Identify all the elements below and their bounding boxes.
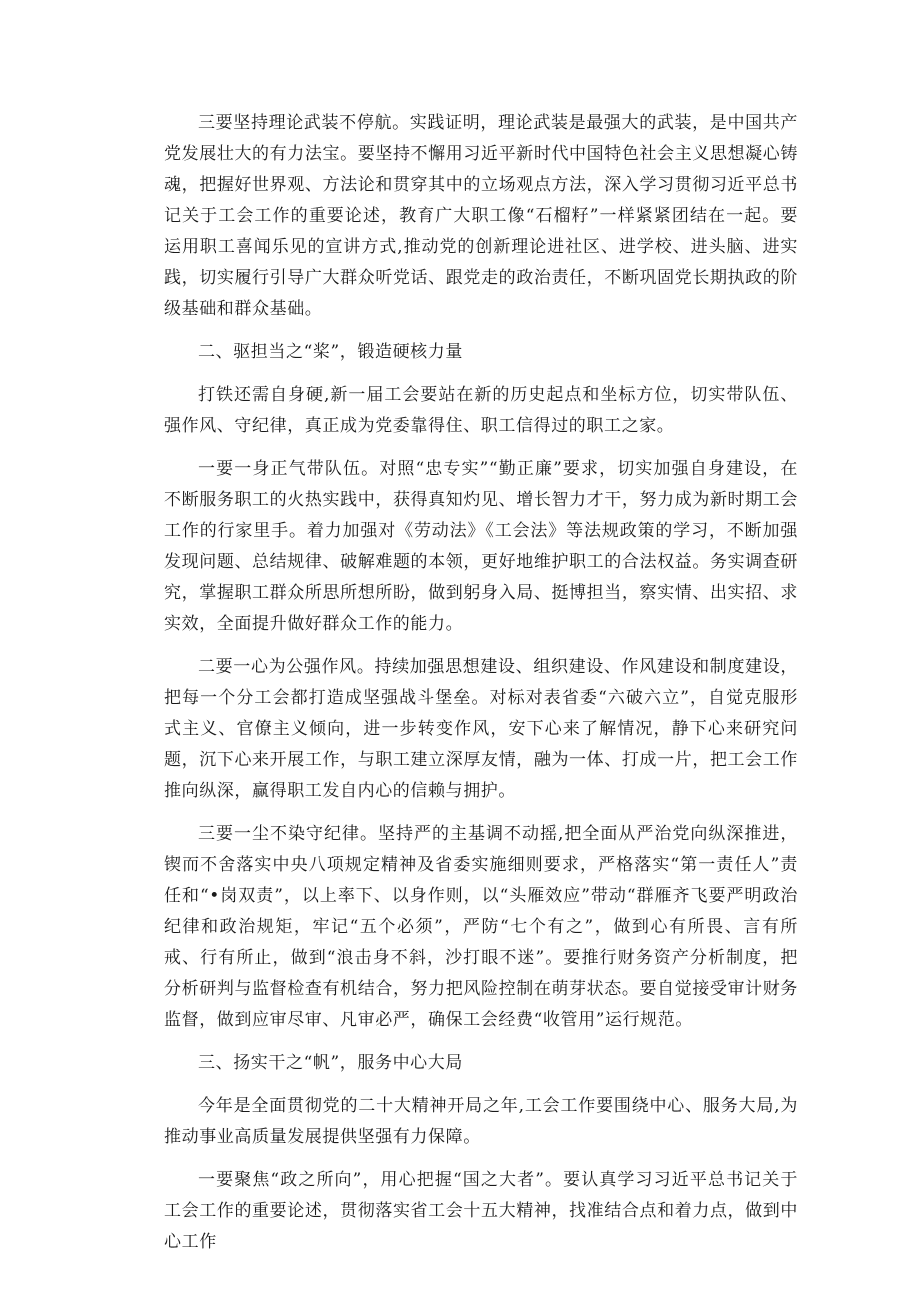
- paragraph: 打铁还需自身硬,新一届工会要站在新的历史起点和坐标方位，切实带队伍、强作风、守纪律，真正成为党委靠得住、职工信得过的职工之家。: [164, 385, 798, 436]
- paragraph: 今年是全面贯彻党的二十大精神开局之年,工会工作要围绕中心、服务大局,为推动事业高质量发展提供坚强有力保障。: [164, 1096, 798, 1147]
- paragraph: 一要一身正气带队伍。对照“忠专实”“勤正廉”要求，切实加强自身建设，在不断服务职工的火热实践中，获得真知灼见、增长智力才干，努力成为新时期工会工作的行家里手。着力加强对《劳动法》《工会法》等法规政策的学习，不断加强发现问题、总结规律、破解难题的本领，更好地维护职工的合法权益。务实调查研究，掌握职工群众所思所想所盼，做到躬身入局、挺博担当，察实情、出实招、求实效，全面提升做好群众工作的能力。: [164, 459, 798, 634]
- section-heading: 二、驱担当之“桨”，锻造硬核力量: [198, 342, 463, 362]
- paragraph: 二要一心为公强作风。持续加强思想建设、组织建设、作风建设和制度建设，把每一个分工会都打造成坚强战斗堡垒。对标对表省委“六破六立”，自觉克服形式主义、官僚主义倾向，进一步转变作风，安下心来了解情况，静下心来研究问题，沉下心来开展工作，与职工建立深厚友情，融为一体、打成一片，把工会工作推向纵深，赢得职工发自内心的信赖与拥护。: [164, 657, 798, 801]
- paragraph: 三要一尘不染守纪律。坚持严的主基调不动摇,把全面从严治党向纵深推进，锲而不舍落实中央八项规定精神及省委实施细则要求，严格落实“第一责任人”责任和“•岗双责”，以上率下、以身作则，以“头雁效应”带动“群雁齐飞要严明政治纪律和政治规矩，牢记“五个必须”，严防“七个有之”，做到心有所畏、言有所戒、行有所止，做到“浪击身不斜，沙打眼不迷”。要推行财务资产分析制度，把分析研判与监督检查有机结合，努力把风险控制在萌芽状态。要自觉接受审计财务监督，做到应审尽审、凡审必严，确保工会经费“收管用”运行规范。: [164, 824, 798, 1030]
- section-heading: 三、扬实干之“帆”，服务中心大局: [198, 1053, 463, 1073]
- paragraph: 一要聚焦“政之所向”，用心把握“国之大者”。要认真学习习近平总书记关于工会工作的重要论述，贯彻落实省工会十五大精神，找准结合点和着力点，做到中心工作: [164, 1170, 798, 1252]
- paragraph: 三要坚持理论武装不停航。实践证明，理论武装是最强大的武装，是中国共产党发展壮大的有力法宝。要坚持不懈用习近平新时代中国特色社会主义思想凝心铸魂，把握好世界观、方法论和贯穿其中的立场观点方法，深入学习贯彻习近平总书记关于工会工作的重要论述，教育广大职工像“石榴籽”一样紧紧团结在一起。要运用职工喜闻乐见的宣讲方式,推动党的创新理论进社区、进学校、进头脑、进实践，切实履行引导广大群众听党话、跟党走的政治责任，不断巩固党长期执政的阶级基础和群众基础。: [164, 113, 798, 319]
- document-body: [164, 108, 798, 1270]
